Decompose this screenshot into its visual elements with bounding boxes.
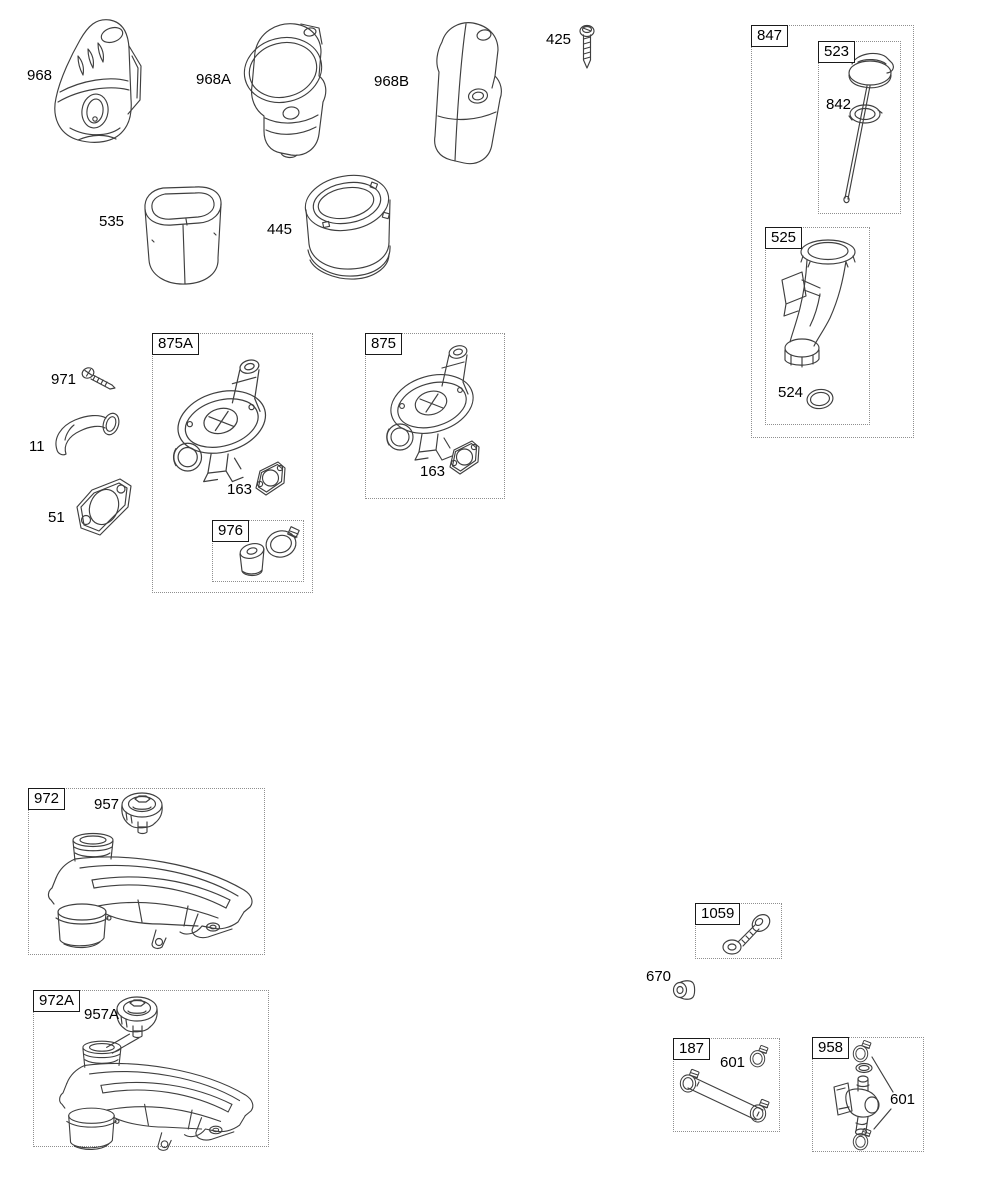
part-label-601b: 601 <box>890 1091 916 1108</box>
air-cleaner-cover-968-drawing <box>48 16 150 150</box>
fuel-cap-957-drawing <box>119 790 167 836</box>
group-label-976: 976 <box>212 520 249 542</box>
group-label-523: 523 <box>818 41 855 63</box>
oil-fill-tube-525-drawing <box>776 234 866 386</box>
hose-clamp-601-icon <box>750 1045 768 1067</box>
group-label-972: 972 <box>28 788 65 810</box>
group-label-847: 847 <box>751 25 788 47</box>
group-label-958: 958 <box>812 1037 849 1059</box>
part-label-601a: 601 <box>720 1054 746 1071</box>
gasket-163a-drawing <box>251 459 289 499</box>
group-label-875A: 875A <box>152 333 199 355</box>
dipstick-523-drawing <box>836 50 898 212</box>
part-label-968: 968 <box>27 67 53 84</box>
bushing-670-drawing <box>671 973 701 1003</box>
fuel-cap-957A-drawing <box>114 994 162 1040</box>
part-label-535: 535 <box>99 213 125 230</box>
group-label-1059: 1059 <box>695 903 740 925</box>
gasket-163b-drawing <box>445 438 483 478</box>
part-label-968B: 968B <box>374 73 410 90</box>
screw-971-drawing <box>80 366 118 394</box>
part-label-957A: 957A <box>84 1006 120 1023</box>
fuel-tank-972A-drawing <box>46 1036 266 1148</box>
part-label-445: 445 <box>267 221 293 238</box>
o-ring-524-drawing <box>804 386 836 412</box>
group-label-972A: 972A <box>33 990 80 1012</box>
part-label-163a: 163 <box>227 481 253 498</box>
air-cleaner-cover-968B-drawing <box>410 18 510 168</box>
air-cleaner-cover-968A-drawing <box>233 18 331 160</box>
air-filter-535-drawing <box>134 178 236 290</box>
group-label-525: 525 <box>765 227 802 249</box>
part-label-957: 957 <box>94 796 120 813</box>
part-label-51: 51 <box>48 509 65 526</box>
part-label-670: 670 <box>646 968 672 985</box>
fuel-tank-972-drawing <box>40 828 260 948</box>
air-filter-445-drawing <box>301 172 395 284</box>
screw-425-drawing <box>576 24 598 72</box>
part-label-842: 842 <box>826 96 852 113</box>
elbow-hose-11-drawing <box>50 410 126 458</box>
part-label-971: 971 <box>51 371 77 388</box>
part-label-11: 11 <box>29 438 45 455</box>
part-label-425: 425 <box>546 31 572 48</box>
part-label-524: 524 <box>778 384 804 401</box>
group-label-875: 875 <box>365 333 402 355</box>
gasket-51-drawing <box>70 476 138 542</box>
part-label-163b: 163 <box>420 463 446 480</box>
group-label-187: 187 <box>673 1038 710 1060</box>
clamp-ring-976-drawing <box>262 523 302 563</box>
part-label-968A: 968A <box>196 71 232 88</box>
